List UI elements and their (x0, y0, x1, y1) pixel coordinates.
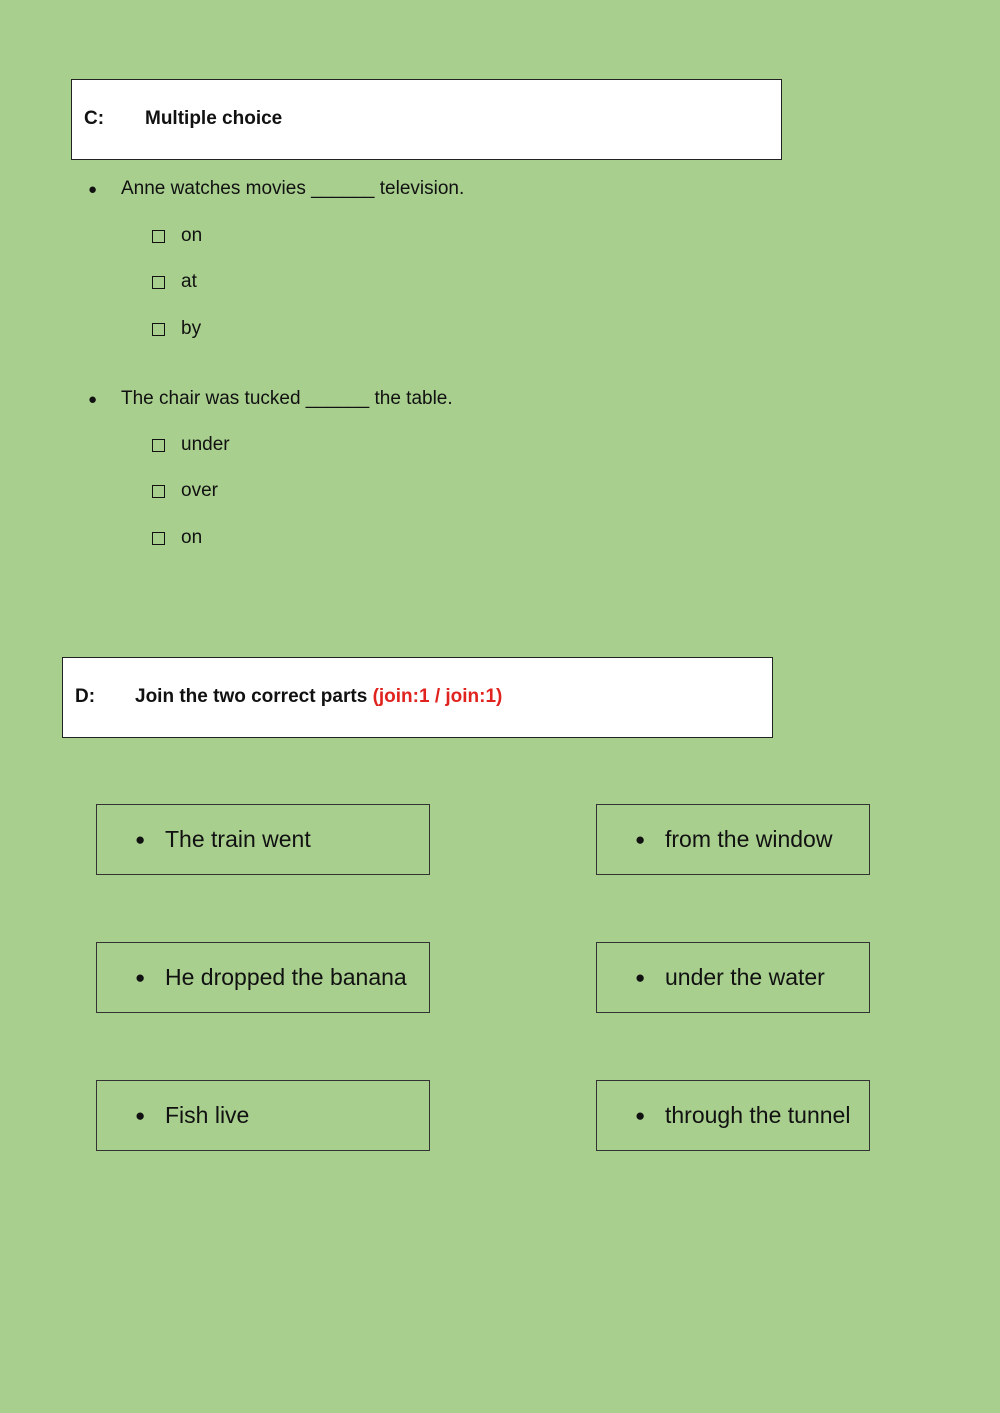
bullet-icon: ● (88, 391, 98, 408)
q2-option-1[interactable] (152, 434, 230, 456)
question-1 (88, 178, 464, 200)
match-left-1[interactable] (96, 804, 430, 875)
match-left-text: The train went (165, 826, 311, 852)
match-right-3[interactable] (596, 1080, 870, 1151)
join-tag: (join:1 / join:1) (372, 686, 503, 707)
bullet-icon: ● (635, 829, 646, 849)
checkbox[interactable] (152, 230, 165, 243)
q2-option-2[interactable] (152, 480, 218, 502)
match-right-2[interactable] (596, 942, 870, 1013)
section-c-header (71, 79, 782, 160)
match-right-1[interactable] (596, 804, 870, 875)
match-right-text: through the tunnel (665, 1102, 851, 1128)
option-label: by (181, 318, 202, 339)
checkbox[interactable] (152, 323, 165, 336)
question-1-text: Anne watches movies ______ television. (121, 178, 465, 199)
section-d-title (135, 686, 502, 708)
option-label: on (181, 225, 203, 246)
section-d-header (62, 657, 773, 738)
option-label: under (181, 434, 230, 455)
q1-option-3[interactable] (152, 318, 201, 340)
match-right-text: from the window (665, 826, 833, 852)
section-d-title-text: Join the two correct parts (135, 686, 368, 707)
bullet-icon: ● (635, 1105, 646, 1125)
checkbox[interactable] (152, 532, 165, 545)
q1-option-1[interactable] (152, 225, 202, 247)
option-label: at (181, 271, 197, 292)
question-2-text: The chair was tucked ______ the table. (121, 388, 453, 409)
match-right-text: under the water (665, 964, 825, 990)
q2-option-3[interactable] (152, 527, 202, 549)
bullet-icon: ● (88, 181, 98, 198)
bullet-icon: ● (135, 967, 146, 987)
bullet-icon: ● (135, 1105, 146, 1125)
match-left-text: He dropped the banana (165, 964, 407, 990)
checkbox[interactable] (152, 276, 165, 289)
bullet-icon: ● (135, 829, 146, 849)
checkbox[interactable] (152, 439, 165, 452)
bullet-icon: ● (635, 967, 646, 987)
option-label: over (181, 480, 218, 501)
q1-option-2[interactable] (152, 271, 197, 293)
section-d-letter: D: (75, 686, 96, 707)
match-left-3[interactable] (96, 1080, 430, 1151)
match-left-2[interactable] (96, 942, 430, 1013)
checkbox[interactable] (152, 485, 165, 498)
match-left-text: Fish live (165, 1102, 250, 1128)
question-2 (88, 388, 453, 410)
section-c-letter: C: (84, 108, 105, 129)
section-c-title: Multiple choice (145, 108, 283, 129)
option-label: on (181, 527, 203, 548)
